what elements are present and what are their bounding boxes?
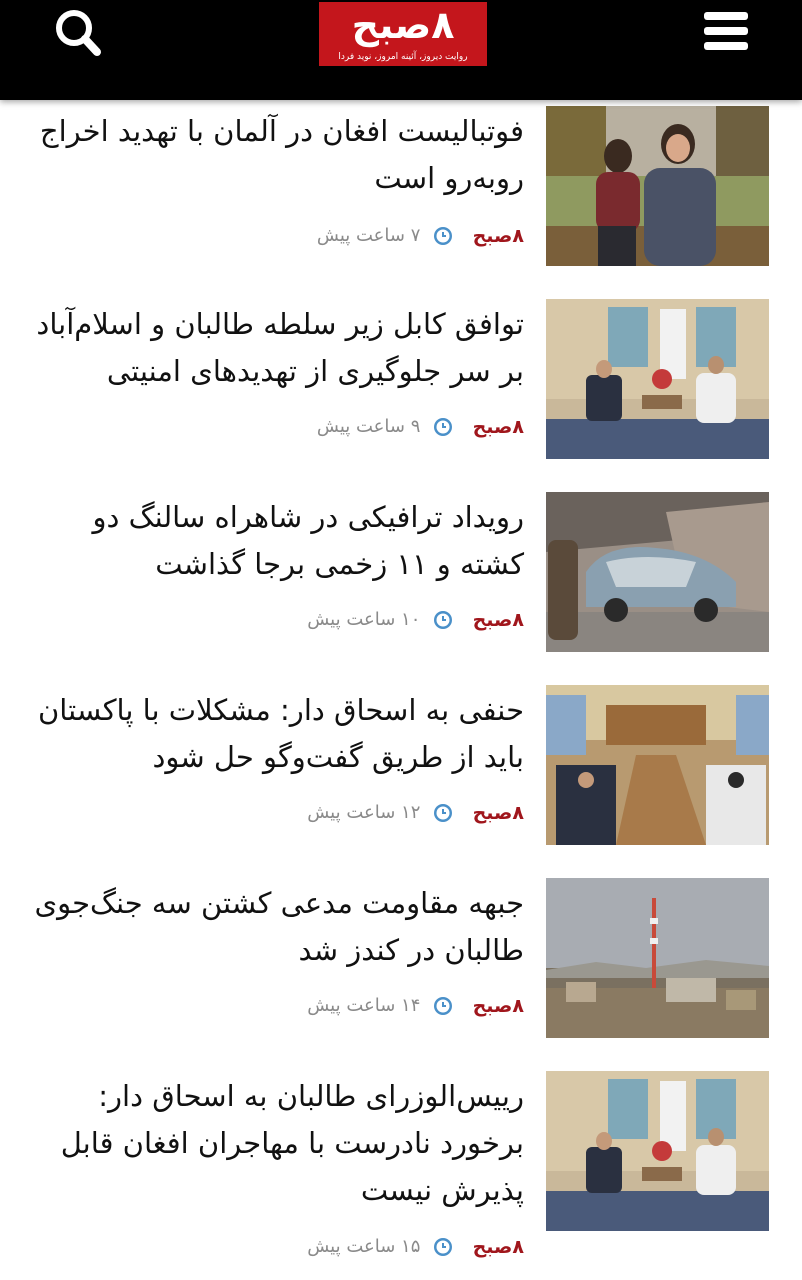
news-title[interactable]: فوتبالیست افغان در آلمان با تهدید اخراج روبه‌رو است: [39, 114, 524, 195]
news-source: ۸صبح: [472, 995, 524, 1017]
photo-conference-table-icon: [546, 685, 769, 845]
news-time: ۱۲ ساعت پیش: [307, 802, 421, 823]
news-time: ۱۴ ساعت پیش: [307, 995, 421, 1016]
news-thumbnail[interactable]: [546, 878, 769, 1038]
news-thumbnail[interactable]: [546, 299, 769, 459]
photo-meeting-room-icon: [546, 299, 769, 459]
news-meta: [224, 1234, 524, 1260]
news-meta: [224, 800, 524, 826]
news-source: ۸صبح: [472, 225, 524, 247]
news-meta: [224, 993, 524, 1019]
news-source: ۸صبح: [472, 802, 524, 824]
clock-icon: [433, 610, 453, 630]
photo-two-women-icon: [546, 106, 769, 266]
news-item[interactable]: [0, 685, 802, 865]
news-source: ۸صبح: [472, 1236, 524, 1258]
clock-icon: [433, 1237, 453, 1257]
logo-wordmark: ۸صبح: [351, 3, 455, 47]
photo-crashed-car-icon: [546, 492, 769, 652]
news-item[interactable]: [0, 1071, 802, 1280]
news-time: ۹ ساعت پیش: [316, 416, 421, 437]
photo-city-skyline-icon: [546, 878, 769, 1038]
news-item[interactable]: [0, 106, 802, 286]
menu-button[interactable]: [696, 6, 756, 56]
news-title[interactable]: رویداد ترافیکی در شاهراه سالنگ دو کشته و ۱۱ زخمی برجا گذاشت: [92, 500, 524, 581]
news-title[interactable]: توافق کابل زیر سلطه طالبان و اسلام‌آباد بر سر جلوگیری از تهدیدهای امنیتی: [36, 307, 524, 388]
clock-icon: [433, 996, 453, 1016]
news-title[interactable]: حنفی به اسحاق دار: مشکلات با پاکستان باید از طریق گفت‌وگو حل شود: [37, 693, 524, 774]
news-meta: [224, 223, 524, 249]
news-time: ۱۵ ساعت پیش: [307, 1236, 421, 1257]
clock-icon: [433, 417, 453, 437]
search-icon: [48, 6, 108, 58]
news-thumbnail[interactable]: [546, 492, 769, 652]
news-item[interactable]: [0, 878, 802, 1058]
clock-icon: [433, 803, 453, 823]
news-source: ۸صبح: [472, 609, 524, 631]
site-logo[interactable]: [319, 2, 487, 66]
news-title[interactable]: رییس‌الوزرای طالبان به اسحاق دار: برخورد نادرست با مهاجران افغان قابل پذیرش نیست: [60, 1079, 524, 1207]
hamburger-menu-icon: [696, 6, 756, 56]
news-item[interactable]: [0, 492, 802, 672]
news-meta: [224, 607, 524, 633]
news-thumbnail[interactable]: [546, 685, 769, 845]
top-header: [0, 0, 802, 100]
news-source: ۸صبح: [472, 416, 524, 438]
logo-tagline: روایت دیروز، آئینه امروز، نوید فردا: [338, 52, 468, 62]
news-item[interactable]: [0, 299, 802, 479]
news-feed: [0, 100, 802, 1280]
news-time: ۷ ساعت پیش: [316, 225, 421, 246]
search-button[interactable]: [48, 6, 108, 58]
news-thumbnail[interactable]: [546, 106, 769, 266]
clock-icon: [433, 226, 453, 246]
news-time: ۱۰ ساعت پیش: [307, 609, 421, 630]
news-title[interactable]: جبهه مقاومت مدعی کشتن سه جنگ‌جوی طالبان در کندز شد: [34, 886, 524, 967]
news-thumbnail[interactable]: [546, 1071, 769, 1231]
photo-meeting-room-icon: [546, 1071, 769, 1231]
news-meta: [224, 414, 524, 440]
